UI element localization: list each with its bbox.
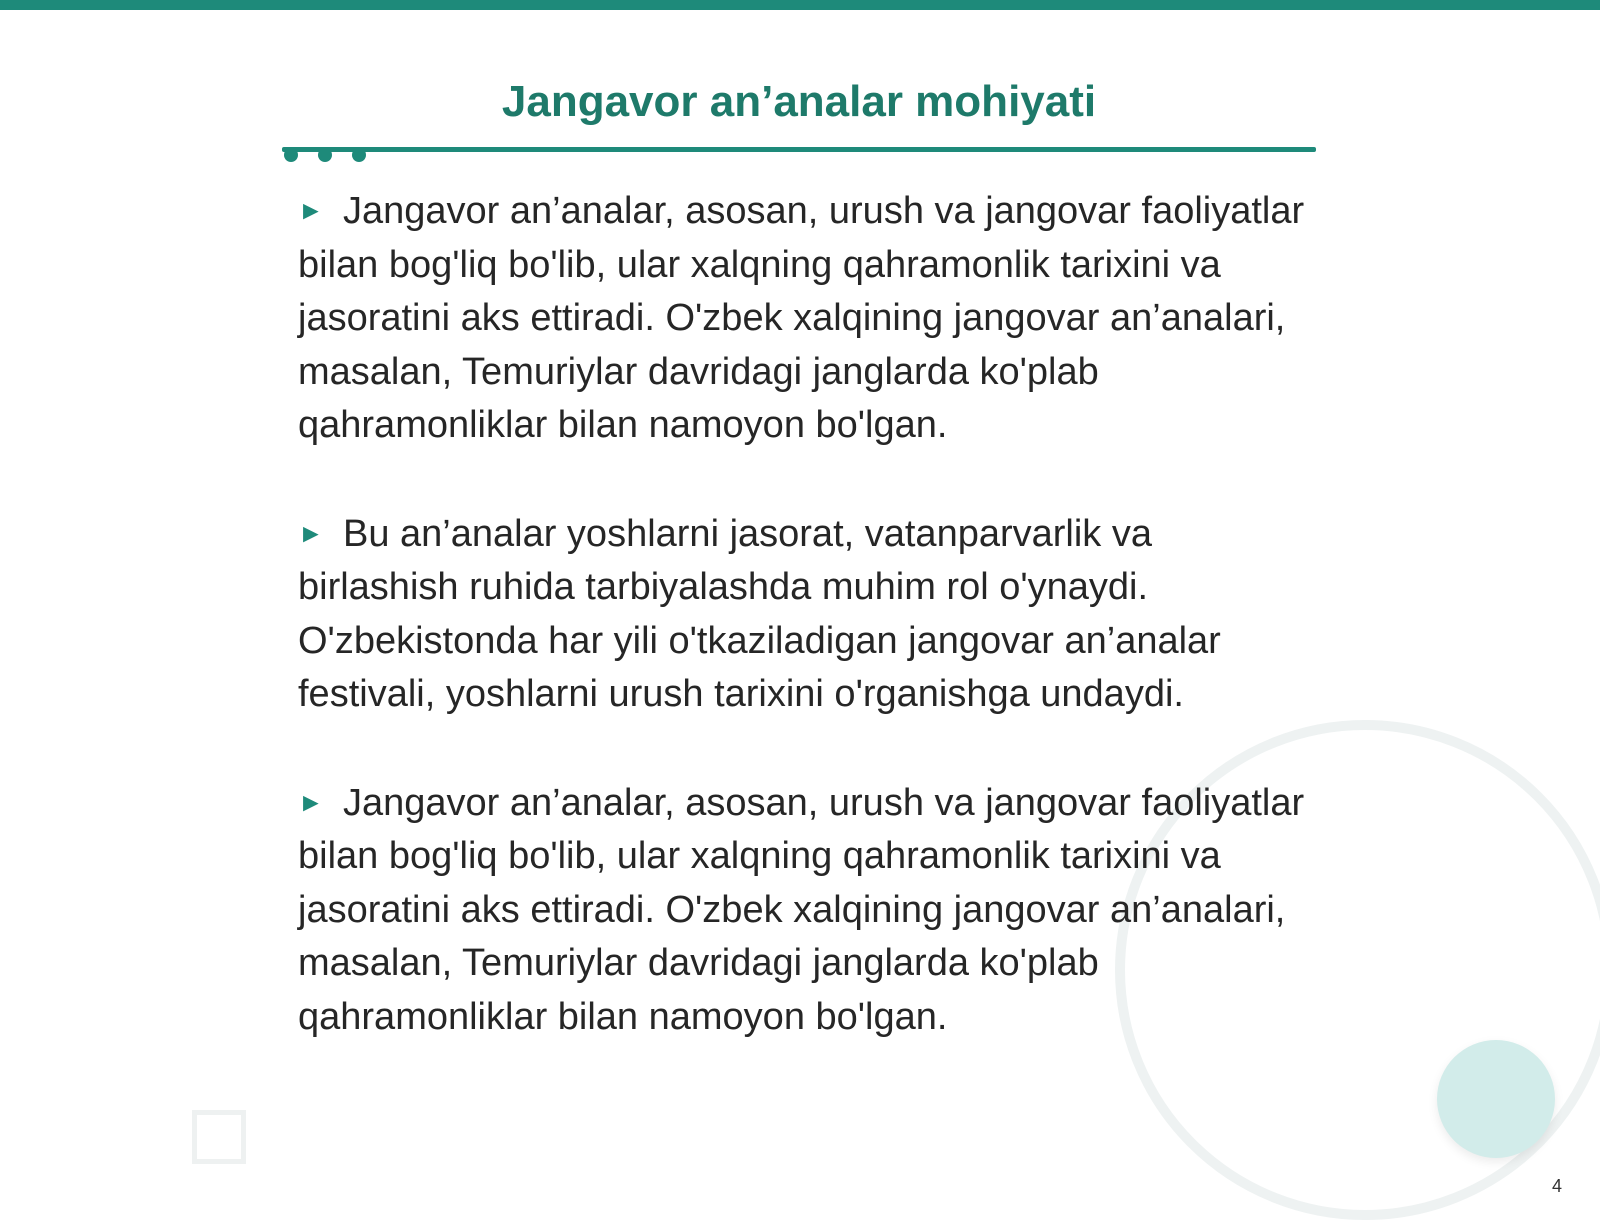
bullet-paragraph (298, 184, 1308, 453)
title-underline (282, 147, 1316, 152)
paragraph-text: Jangavor an’analar, asosan, urush va jangovar faoliyatlar bilan bog'liq bo'lib, ular xalqning qahramonlik tarixini va jasoratini aks ettiradi. O'zbek xalqining jangovar an’analari, masalan, Temuriylar davridagi janglarda ko'plab qahramonliklar bilan namoyon bo'lgan. (298, 190, 1305, 446)
paragraph-text: Jangavor an’analar, asosan, urush va jangovar faoliyatlar bilan bog'liq bo'lib, ular xalqning qahramonlik tarixini va jasoratini aks ettiradi. O'zbek xalqining jangovar an’analari, masalan, Temuriylar davridagi janglarda ko'plab qahramonliklar bilan namoyon bo'lgan. (298, 781, 1305, 1038)
paragraph-text: Bu an’analar yoshlarni jasorat, vatanparvarlik va birlashish ruhida tarbiyalashda muhim rol o'ynaydi. O'zbekistonda har yili o'tkaziladigan jangovar an’analar festivali, yoshlarni urush tarixini o'rganishga undaydi. (298, 512, 1221, 715)
slide-body (298, 184, 1308, 1044)
underline-dot (318, 148, 332, 162)
bullet-paragraph (298, 776, 1308, 1045)
page-number: 4 (1552, 1176, 1563, 1196)
triangle-right-icon: ► (298, 195, 324, 225)
slide-title: Jangavor an’analar mohiyati (501, 77, 1097, 126)
decorative-square (192, 1110, 246, 1164)
triangle-right-icon: ► (298, 517, 324, 548)
bullet-paragraph (298, 507, 1308, 722)
underline-dot (352, 148, 366, 162)
top-accent-bar (0, 0, 1600, 10)
underline-dot (284, 148, 298, 162)
decorative-circle (1437, 1040, 1555, 1158)
triangle-right-icon: ► (298, 786, 324, 817)
